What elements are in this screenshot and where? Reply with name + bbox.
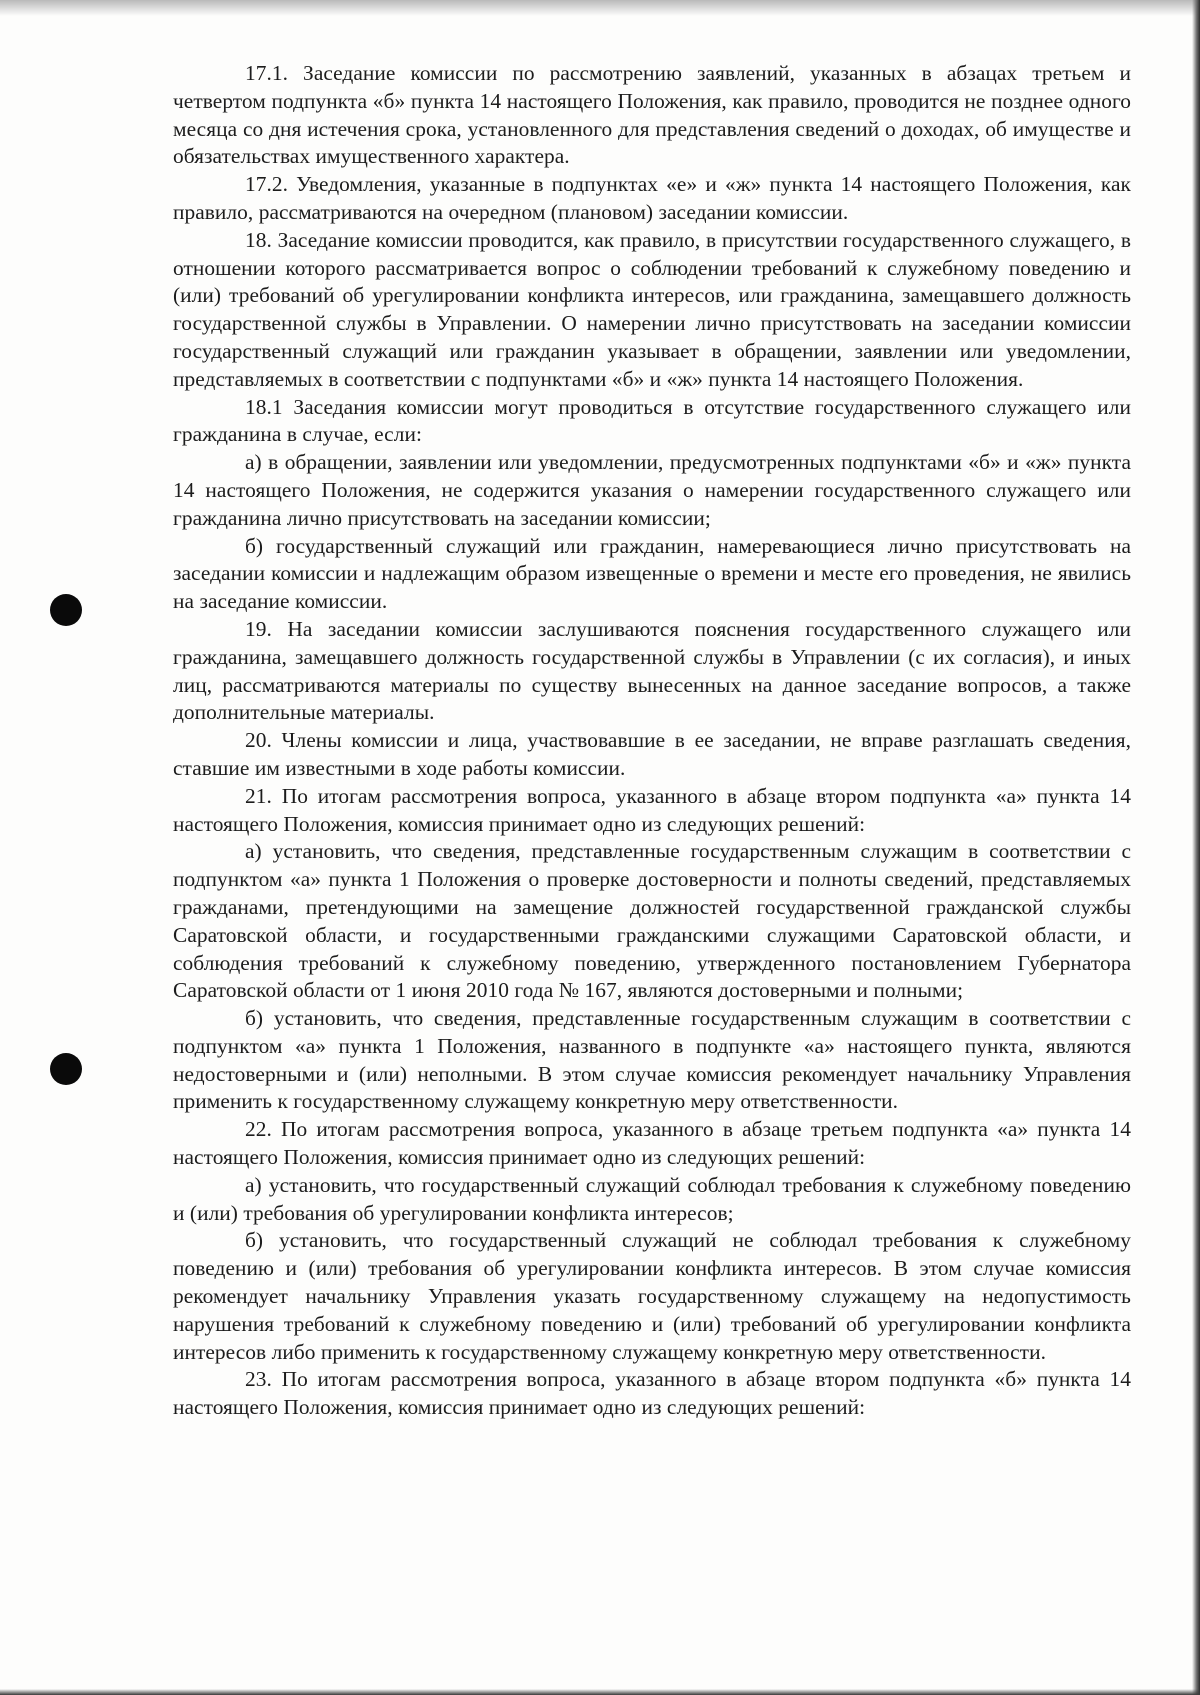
paragraph-17-2: 17.2. Уведомления, указанные в подпунктах «е» и «ж» пункта 14 настоящего Положения, как правило, рассматриваются на очередном (плановом) заседании комиссии. xyxy=(173,172,1131,224)
paragraph-19: 19. На заседании комиссии заслушиваются пояснения государственного служащего или гражданина, замещавшего должность государственной службы в Управлении (с их согласия), и иных лиц, рассматриваются материалы по существу вынесенных на данное заседание вопросов, а также дополнительные материалы. xyxy=(173,616,1131,725)
scan-edge-bottom xyxy=(0,1689,1200,1695)
scan-edge-top xyxy=(0,0,1200,16)
paragraph-22-b: б) установить, что государственный служащий не соблюдал требования к служебному поведению и (или) требования об урегулировании конфликта интересов. В этом случае комиссия рекомендует начальнику Управления указать государственному служащему на недопустимость нарушения требований к служебному поведению и (или) требований об урегулировании конфликта интересов либо применить к государственному служащему конкретную меру ответственности. xyxy=(173,1228,1131,1364)
paragraph-20: 20. Члены комиссии и лица, участвовавшие в ее заседании, не вправе разглашать сведения, ставшие им известными в ходе работы комиссии. xyxy=(173,728,1131,780)
paragraph-18: 18. Заседание комиссии проводится, как правило, в присутствии государственного служащего, в отношении которого рассматривается вопрос о соблюдении требований к служебному поведению и (или) требований об урегулировании конфликта интересов, или гражданина, замещавшего должность государственной службы в Управлении. О намерении лично присутствовать на заседании комиссии государственный служащий или гражданин указывает в обращении, заявлении или уведомлении, представляемых в соответствии с подпунктами «б» и «ж» пункта 14 настоящего Положения. xyxy=(173,227,1131,391)
paragraph-18-1-a: а) в обращении, заявлении или уведомлении, предусмотренных подпунктами «б» и «ж» пункта 14 настоящего Положения, не содержится указания о намерении государственного служащего или гражданина лично присутствовать на заседании комиссии; xyxy=(173,450,1131,530)
document-body xyxy=(173,60,1131,1422)
paragraph-21-a: а) установить, что сведения, представленные государственным служащим в соответствии с подпунктом «а» пункта 1 Положения о проверке достоверности и полноты сведений, представляемых гражданами, претендующими на замещение должностей государственной гражданской службы Саратовской области, и государственными гражданскими служащими Саратовской области, и соблюдения требований к служебному поведению, утвержденного постановлением Губернатора Саратовской области от 1 июня 2010 года № 167, являются достоверными и полными; xyxy=(173,839,1131,1003)
punch-hole-icon xyxy=(50,594,82,626)
paragraph-23: 23. По итогам рассмотрения вопроса, указанного в абзаце втором подпункта «б» пункта 14 настоящего Положения, комиссия принимает одно из следующих решений: xyxy=(173,1367,1131,1420)
paragraph-18-1-b: б) государственный служащий или гражданин, намеревающиеся лично присутствовать на заседании комиссии и надлежащим образом извещенные о времени и месте его проведения, не явились на заседание комиссии. xyxy=(173,533,1131,614)
paragraph-21-b: б) установить, что сведения, представленные государственным служащим в соответствии с подпунктом «а» пункта 1 Положения, названного в подпункте «а» настоящего пункта, являются недостоверными и (или) неполными. В этом случае комиссия рекомендует начальнику Управления применить к государственному служащему конкретную меру ответственности. xyxy=(173,1006,1131,1114)
paragraph-22-a: а) установить, что государственный служащий соблюдал требования к служебному поведению и (или) требования об урегулировании конфликта интересов; xyxy=(173,1172,1131,1225)
scan-edge-right xyxy=(1192,0,1200,1695)
punch-hole-icon xyxy=(50,1053,82,1085)
paragraph-21: 21. По итогам рассмотрения вопроса, указанного в абзаце втором подпункта «а» пункта 14 настоящего Положения, комиссия принимает одно из следующих решений: xyxy=(173,783,1131,836)
paragraph-18-1: 18.1 Заседания комиссии могут проводиться в отсутствие государственного служащего или гражданина в случае, если: xyxy=(173,394,1131,447)
paragraph-17-1: 17.1. Заседание комиссии по рассмотрению заявлений, указанных в абзацах третьем и четвертом подпункта «б» пункта 14 настоящего Положения, как правило, проводится не позднее одного месяца со дня истечения срока, установленного для представления сведений о доходах, об имуществе и обязательствах имущественного характера. xyxy=(173,61,1131,169)
paragraph-22: 22. По итогам рассмотрения вопроса, указанного в абзаце третьем подпункта «а» пункта 14 настоящего Положения, комиссия принимает одно из следующих решений: xyxy=(173,1117,1131,1170)
